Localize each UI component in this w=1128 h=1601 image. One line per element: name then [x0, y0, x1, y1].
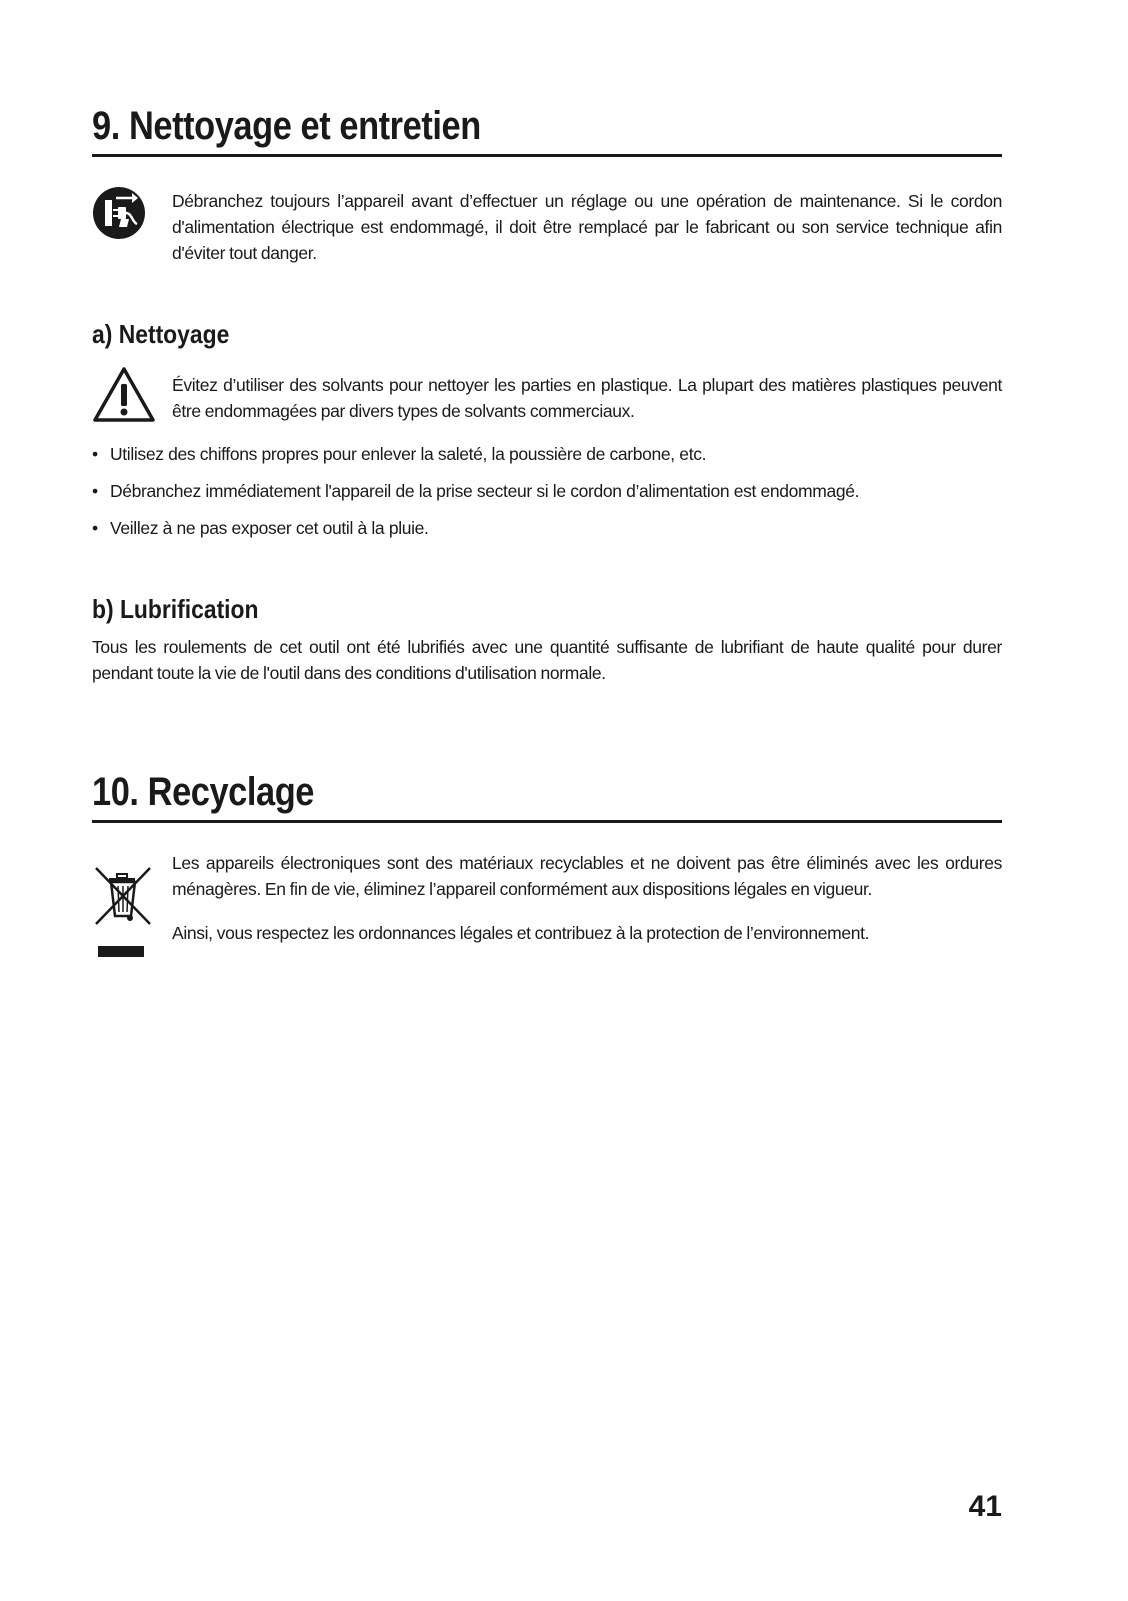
bullet-text: Débranchez immédiatement l'appareil de la prise secteur si le cordon d’alimentation est endommagé. [110, 481, 860, 501]
bullet-dot: • [92, 444, 98, 464]
cleaning-title: a) Nettoyage [92, 319, 230, 349]
bullet-text: Veillez à ne pas exposer cet outil à la pluie. [110, 518, 429, 538]
cleaning-heading [92, 319, 248, 349]
bullet-dot: • [92, 481, 98, 501]
list-item [92, 441, 1002, 478]
bullet-dot: • [92, 518, 98, 538]
warning-triangle-icon [92, 366, 156, 429]
lubrication-title: b) Lubrification [92, 594, 259, 624]
section-9-title: 9. Nettoyage et entretien [92, 104, 481, 148]
lubrication-text: Tous les roulements de cet outil ont été lubrifiés avec une quantité suffisante de lubrifiant de haute qualité pour durer pendant toute la vie de l'outil dans des conditions d'utilisation normale. [92, 637, 1002, 683]
recycling-text-1: Les appareils électroniques sont des matériaux recyclables et ne doivent pas être éliminés avec les ordures ménagères. En fin de vie, éliminez l’appareil conformément aux dispositions légales en vigueur. [172, 853, 1002, 899]
bullet-text: Utilisez des chiffons propres pour enlever la saleté, la poussière de carbone, etc. [110, 444, 707, 464]
list-item [92, 478, 1002, 515]
list-item [92, 515, 1002, 552]
cleaning-bullet-list [92, 441, 1002, 552]
page-number: 41 [968, 1490, 1002, 1523]
recycling-text-2: Ainsi, vous respectez les ordonnances légales et contribuez à la protection de l’environnement. [172, 923, 870, 943]
crossed-out-bin-icon [92, 866, 154, 967]
unplug-icon [92, 186, 146, 245]
section-10-title: 10. Recyclage [92, 770, 315, 814]
lubrication-heading [92, 594, 281, 624]
cleaning-warning-text: Évitez d’utiliser des solvants pour nettoyer les parties en plastique. La plupart des matières plastiques peuvent être endommagées par divers types de solvants commerciaux. [172, 375, 1002, 421]
section-9-heading [92, 104, 1002, 157]
section-10-heading [92, 770, 1002, 823]
section-9-intro-text: Débranchez toujours l’appareil avant d’effectuer un réglage ou une opération de maintenance. Si le cordon d'alimentation électrique est endommagé, il doit être remplacé par le fabricant ou son service technique afin d'éviter tout danger. [172, 191, 1002, 263]
